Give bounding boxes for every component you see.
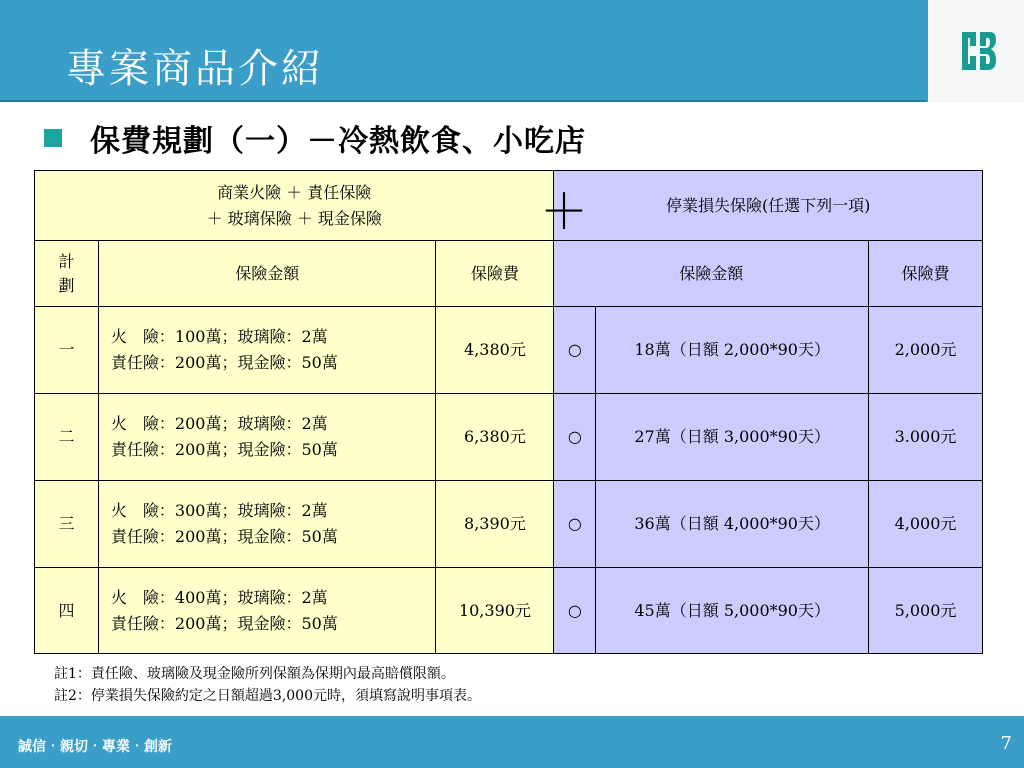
col-header-bi-premium: 保險費 (869, 241, 983, 307)
col-header-premium: 保險費 (436, 241, 554, 307)
page-number: 7 (1000, 733, 1012, 754)
table-row (35, 394, 983, 481)
option-mark: ○ (554, 568, 596, 654)
plan-cell: 二 (35, 394, 99, 481)
coverage-cell: 火 險：400萬；玻璃險：2萬 責任險：200萬；現金險：50萬 (98, 568, 436, 654)
table-row (35, 568, 983, 654)
bi-premium-cell: 3.000元 (869, 394, 983, 481)
plus-sign: ＋ (540, 184, 589, 240)
group-header-package (35, 171, 554, 241)
group-header-package-line2: ＋ 玻璃保險 ＋ 現金保險 (206, 208, 382, 228)
page-title: 專案商品介紹 (66, 46, 324, 92)
header-divider (0, 100, 1024, 102)
option-mark: ○ (554, 307, 596, 394)
premium-cell: 10,390元 (436, 568, 554, 654)
premium-cell: 4,380元 (436, 307, 554, 394)
bi-premium-cell: 5,000元 (869, 568, 983, 654)
group-header-business-interruption: 停業損失保險(任選下列一項) (554, 171, 983, 241)
subtitle-row (44, 118, 586, 158)
bi-amount-cell: 36萬（日額 4,000*90天） (596, 481, 869, 568)
coverage-cell: 火 險：300萬；玻璃險：2萬 責任險：200萬；現金險：50萬 (98, 481, 436, 568)
plan-cell: 三 (35, 481, 99, 568)
plan-cell: 四 (35, 568, 99, 654)
coverage-cell: 火 險：100萬；玻璃險：2萬 責任險：200萬；現金險：50萬 (98, 307, 436, 394)
footer-slogan: 誠信‧親切‧專業‧創新 (18, 739, 172, 755)
table-row (35, 307, 983, 394)
subtitle: 保費規劃（一）－冷熱飲食、小吃店 (90, 124, 586, 159)
option-mark: ○ (554, 394, 596, 481)
bi-amount-cell: 18萬（日額 2,000*90天） (596, 307, 869, 394)
note-2: 註2：停業損失保險約定之日額超過3,000元時，須填寫說明事項表。 (54, 688, 481, 704)
bi-amount-cell: 45萬（日額 5,000*90天） (596, 568, 869, 654)
coverage-cell: 火 險：200萬；玻璃險：2萬 責任險：200萬；現金險：50萬 (98, 394, 436, 481)
bullet-square-icon (44, 129, 62, 147)
table-row (35, 481, 983, 568)
option-mark: ○ (554, 481, 596, 568)
premium-plan-table (34, 170, 983, 654)
note-1: 註1：責任險、玻璃險及現金險所列保額為保期內最高賠償限額。 (54, 666, 455, 682)
notes (54, 663, 481, 707)
group-header-package-line1: 商業火險 ＋ 責任保險 (217, 182, 372, 202)
col-header-bi-amount: 保險金額 (554, 241, 869, 307)
logo-box (926, 0, 1024, 102)
fubon-logo-icon (958, 28, 998, 74)
bi-premium-cell: 2,000元 (869, 307, 983, 394)
plan-cell: 一 (35, 307, 99, 394)
col-header-amount: 保險金額 (98, 241, 436, 307)
bi-premium-cell: 4,000元 (869, 481, 983, 568)
col-header-plan: 計劃 (35, 241, 99, 307)
table-column-header-row (35, 241, 983, 307)
bi-amount-cell: 27萬（日額 3,000*90天） (596, 394, 869, 481)
premium-cell: 6,380元 (436, 394, 554, 481)
table-group-header-row (35, 171, 983, 241)
premium-cell: 8,390元 (436, 481, 554, 568)
